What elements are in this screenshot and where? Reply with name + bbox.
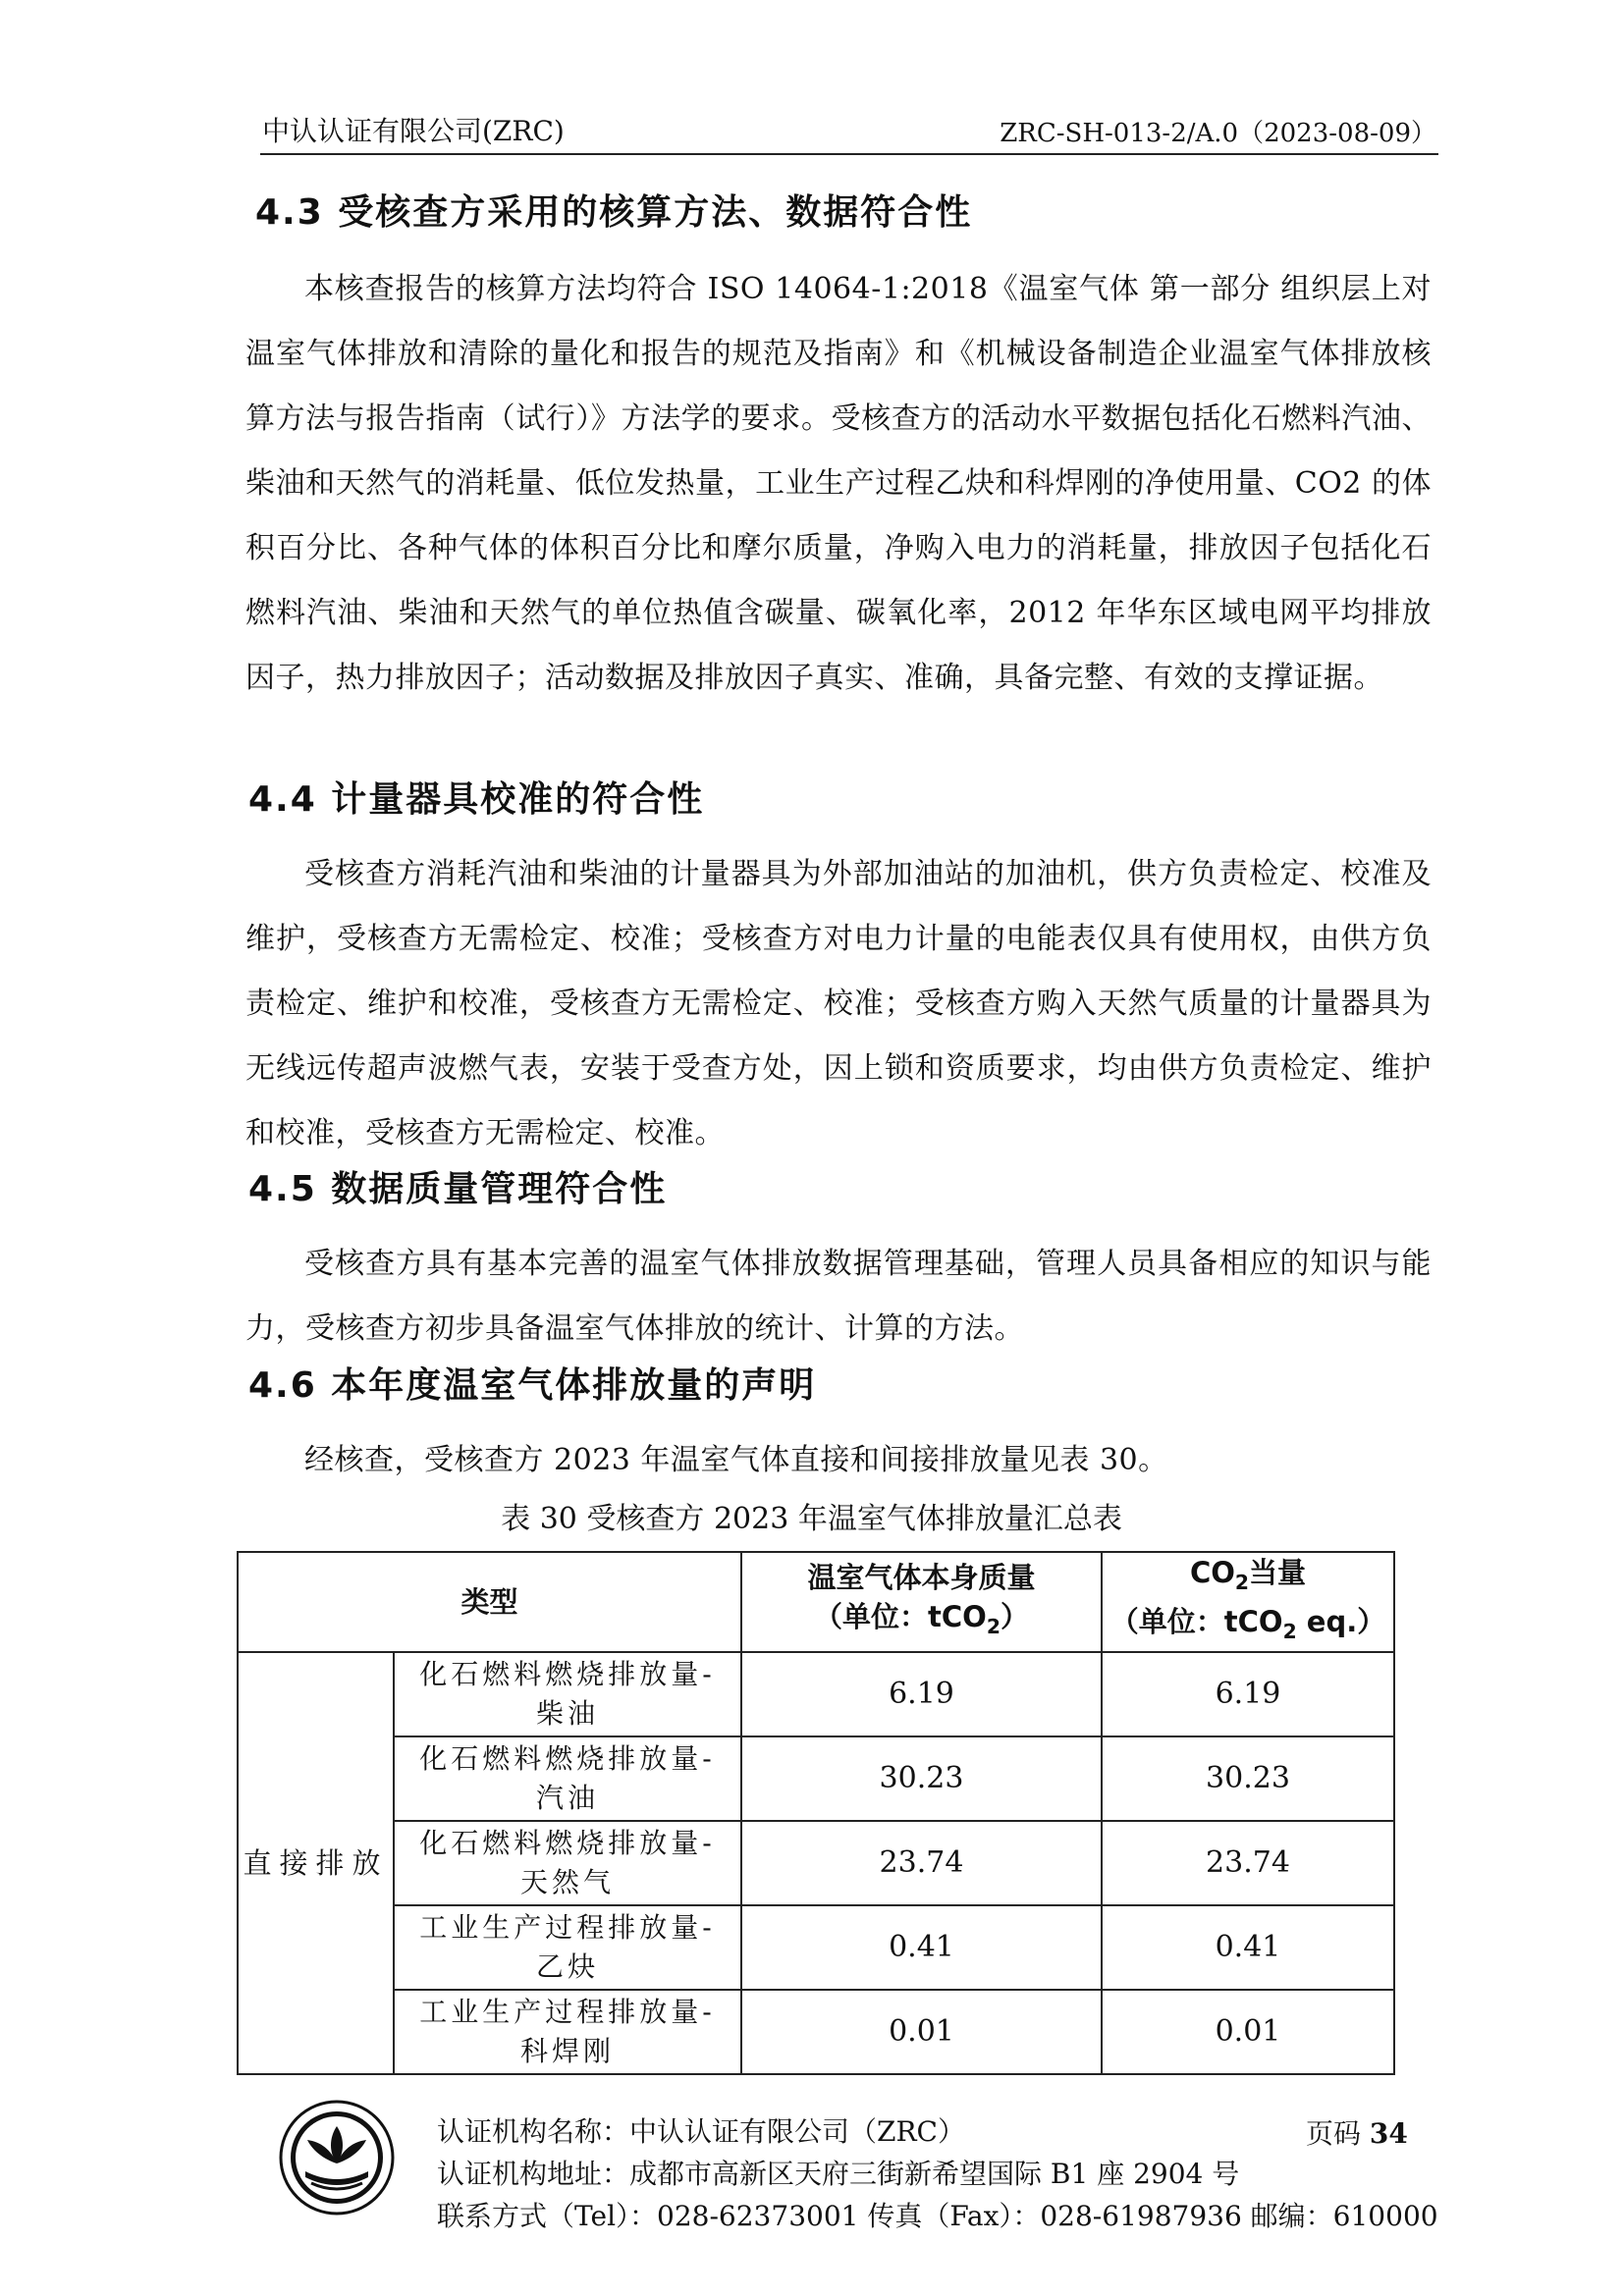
paragraph-4-4: 受核查方消耗汽油和柴油的计量器具为外部加油站的加油机，供方负责检定、校准及维护，受核查方无需检定、校准；受核查方对电力计量的电能表仅具有使用权，由供方负责检定、维护和校准，受核查方无需检定、校准；受核查方购入天然气质量的计量器具为无线远传超声波燃气表，安装于受查方处，因上锁和资质要求，均由供方负责检定、维护和校准，受核查方无需检定、校准。 xyxy=(245,857,1432,1150)
header-doc-code: ZRC-SH-013-2/A.0（2023-08-09） xyxy=(1000,119,1436,148)
header-type: 类型 xyxy=(238,1552,741,1652)
header-co2e xyxy=(1102,1552,1394,1652)
header-mass-line2: （单位：tCO$_2$） xyxy=(814,1599,1029,1638)
paragraph-4-6: 经核查，受核查方 2023 年温室气体直接和间接排放量见表 30。 xyxy=(304,1443,1168,1477)
table-header-row xyxy=(238,1552,1394,1652)
paragraph-4-3: 本核查报告的核算方法均符合 ISO 14064-1:2018《温室气体 第一部分 组织层上对温室气体排放和清除的量化和报告的规范及指南》和《机械设备制造企业温室气体排放核算方法与报告指南（试行）》方法学的要求。受核查方的活动水平数据包括化石燃料汽油、柴油和天然气的消耗量、低位发热量，工业生产过程乙炔和科焊刚的净使用量、CO2 的体积百分比、各种气体的体积百分比和摩尔质量，净购入电力的消耗量，排放因子包括化石燃料汽油、柴油和天然气的单位热值含碳量、碳氧化率，2012 年华东区域电网平均排放因子，热力排放因子；活动数据及排放因子真实、准确，具备完整、有效的支撑证据。 xyxy=(245,272,1432,695)
row-co2e: 0.41 xyxy=(1102,1905,1394,1990)
heading-4-5: 4.5 数据质量管理符合性 xyxy=(248,1169,668,1209)
table-row xyxy=(238,1652,1394,1736)
page-number: 页码 34 xyxy=(1306,2117,1408,2150)
row-item: 化石燃料燃烧排放量- 柴油 xyxy=(394,1652,741,1736)
table-row xyxy=(238,1905,1394,1990)
footer-contact: 联系方式（Tel）：028-62373001 传真（Fax）：028-61987936 邮编：610000 xyxy=(437,2200,1438,2232)
header-mass xyxy=(741,1552,1102,1652)
table-row xyxy=(238,1821,1394,1905)
page-header xyxy=(260,110,1438,155)
footer-address: 认证机构地址：成都市高新区天府三街新希望国际 B1 座 2904 号 xyxy=(437,2158,1240,2190)
header-co2e-line2: （单位：tCO$_2$ eq.） xyxy=(1109,1604,1386,1643)
zrc-lotus-logo-icon xyxy=(278,2099,396,2216)
paragraph-4-5: 受核查方具有基本完善的温室气体排放数据管理基础，管理人员具备相应的知识与能力，受核查方初步具备温室气体排放的统计、计算的方法。 xyxy=(245,1247,1432,1346)
row-co2e: 6.19 xyxy=(1102,1652,1394,1736)
row-co2e: 30.23 xyxy=(1102,1736,1394,1821)
table-row xyxy=(238,1736,1394,1821)
footer-org-name: 认证机构名称：中认认证有限公司（ZRC） xyxy=(437,2115,965,2148)
heading-4-4: 4.4 计量器具校准的符合性 xyxy=(248,779,705,820)
row-item: 化石燃料燃烧排放量- 汽油 xyxy=(394,1736,741,1821)
header-mass-line1: 温室气体本身质量 xyxy=(807,1560,1036,1594)
row-item: 化石燃料燃烧排放量- 天然气 xyxy=(394,1821,741,1905)
row-item: 工业生产过程排放量- 乙炔 xyxy=(394,1905,741,1990)
heading-4-6: 4.6 本年度温室气体排放量的声明 xyxy=(248,1365,817,1406)
category-direct-emissions: 直接排放 xyxy=(238,1652,394,2074)
table-row xyxy=(238,1990,1394,2074)
row-mass: 6.19 xyxy=(741,1652,1102,1736)
row-item: 工业生产过程排放量- 科焊刚 xyxy=(394,1990,741,2074)
header-co2e-line1: $CO_2$当量 xyxy=(1189,1556,1307,1594)
row-mass: 30.23 xyxy=(741,1736,1102,1821)
table-caption: 表 30 受核查方 2023 年温室气体排放量汇总表 xyxy=(501,1502,1122,1536)
row-mass: 0.01 xyxy=(741,1990,1102,2074)
emissions-table xyxy=(237,1551,1395,2075)
header-company: 中认认证有限公司(ZRC) xyxy=(262,115,565,147)
row-mass: 23.74 xyxy=(741,1821,1102,1905)
row-co2e: 23.74 xyxy=(1102,1821,1394,1905)
row-co2e: 0.01 xyxy=(1102,1990,1394,2074)
row-mass: 0.41 xyxy=(741,1905,1102,1990)
heading-4-3: 4.3 受核查方采用的核算方法、数据符合性 xyxy=(255,192,973,233)
